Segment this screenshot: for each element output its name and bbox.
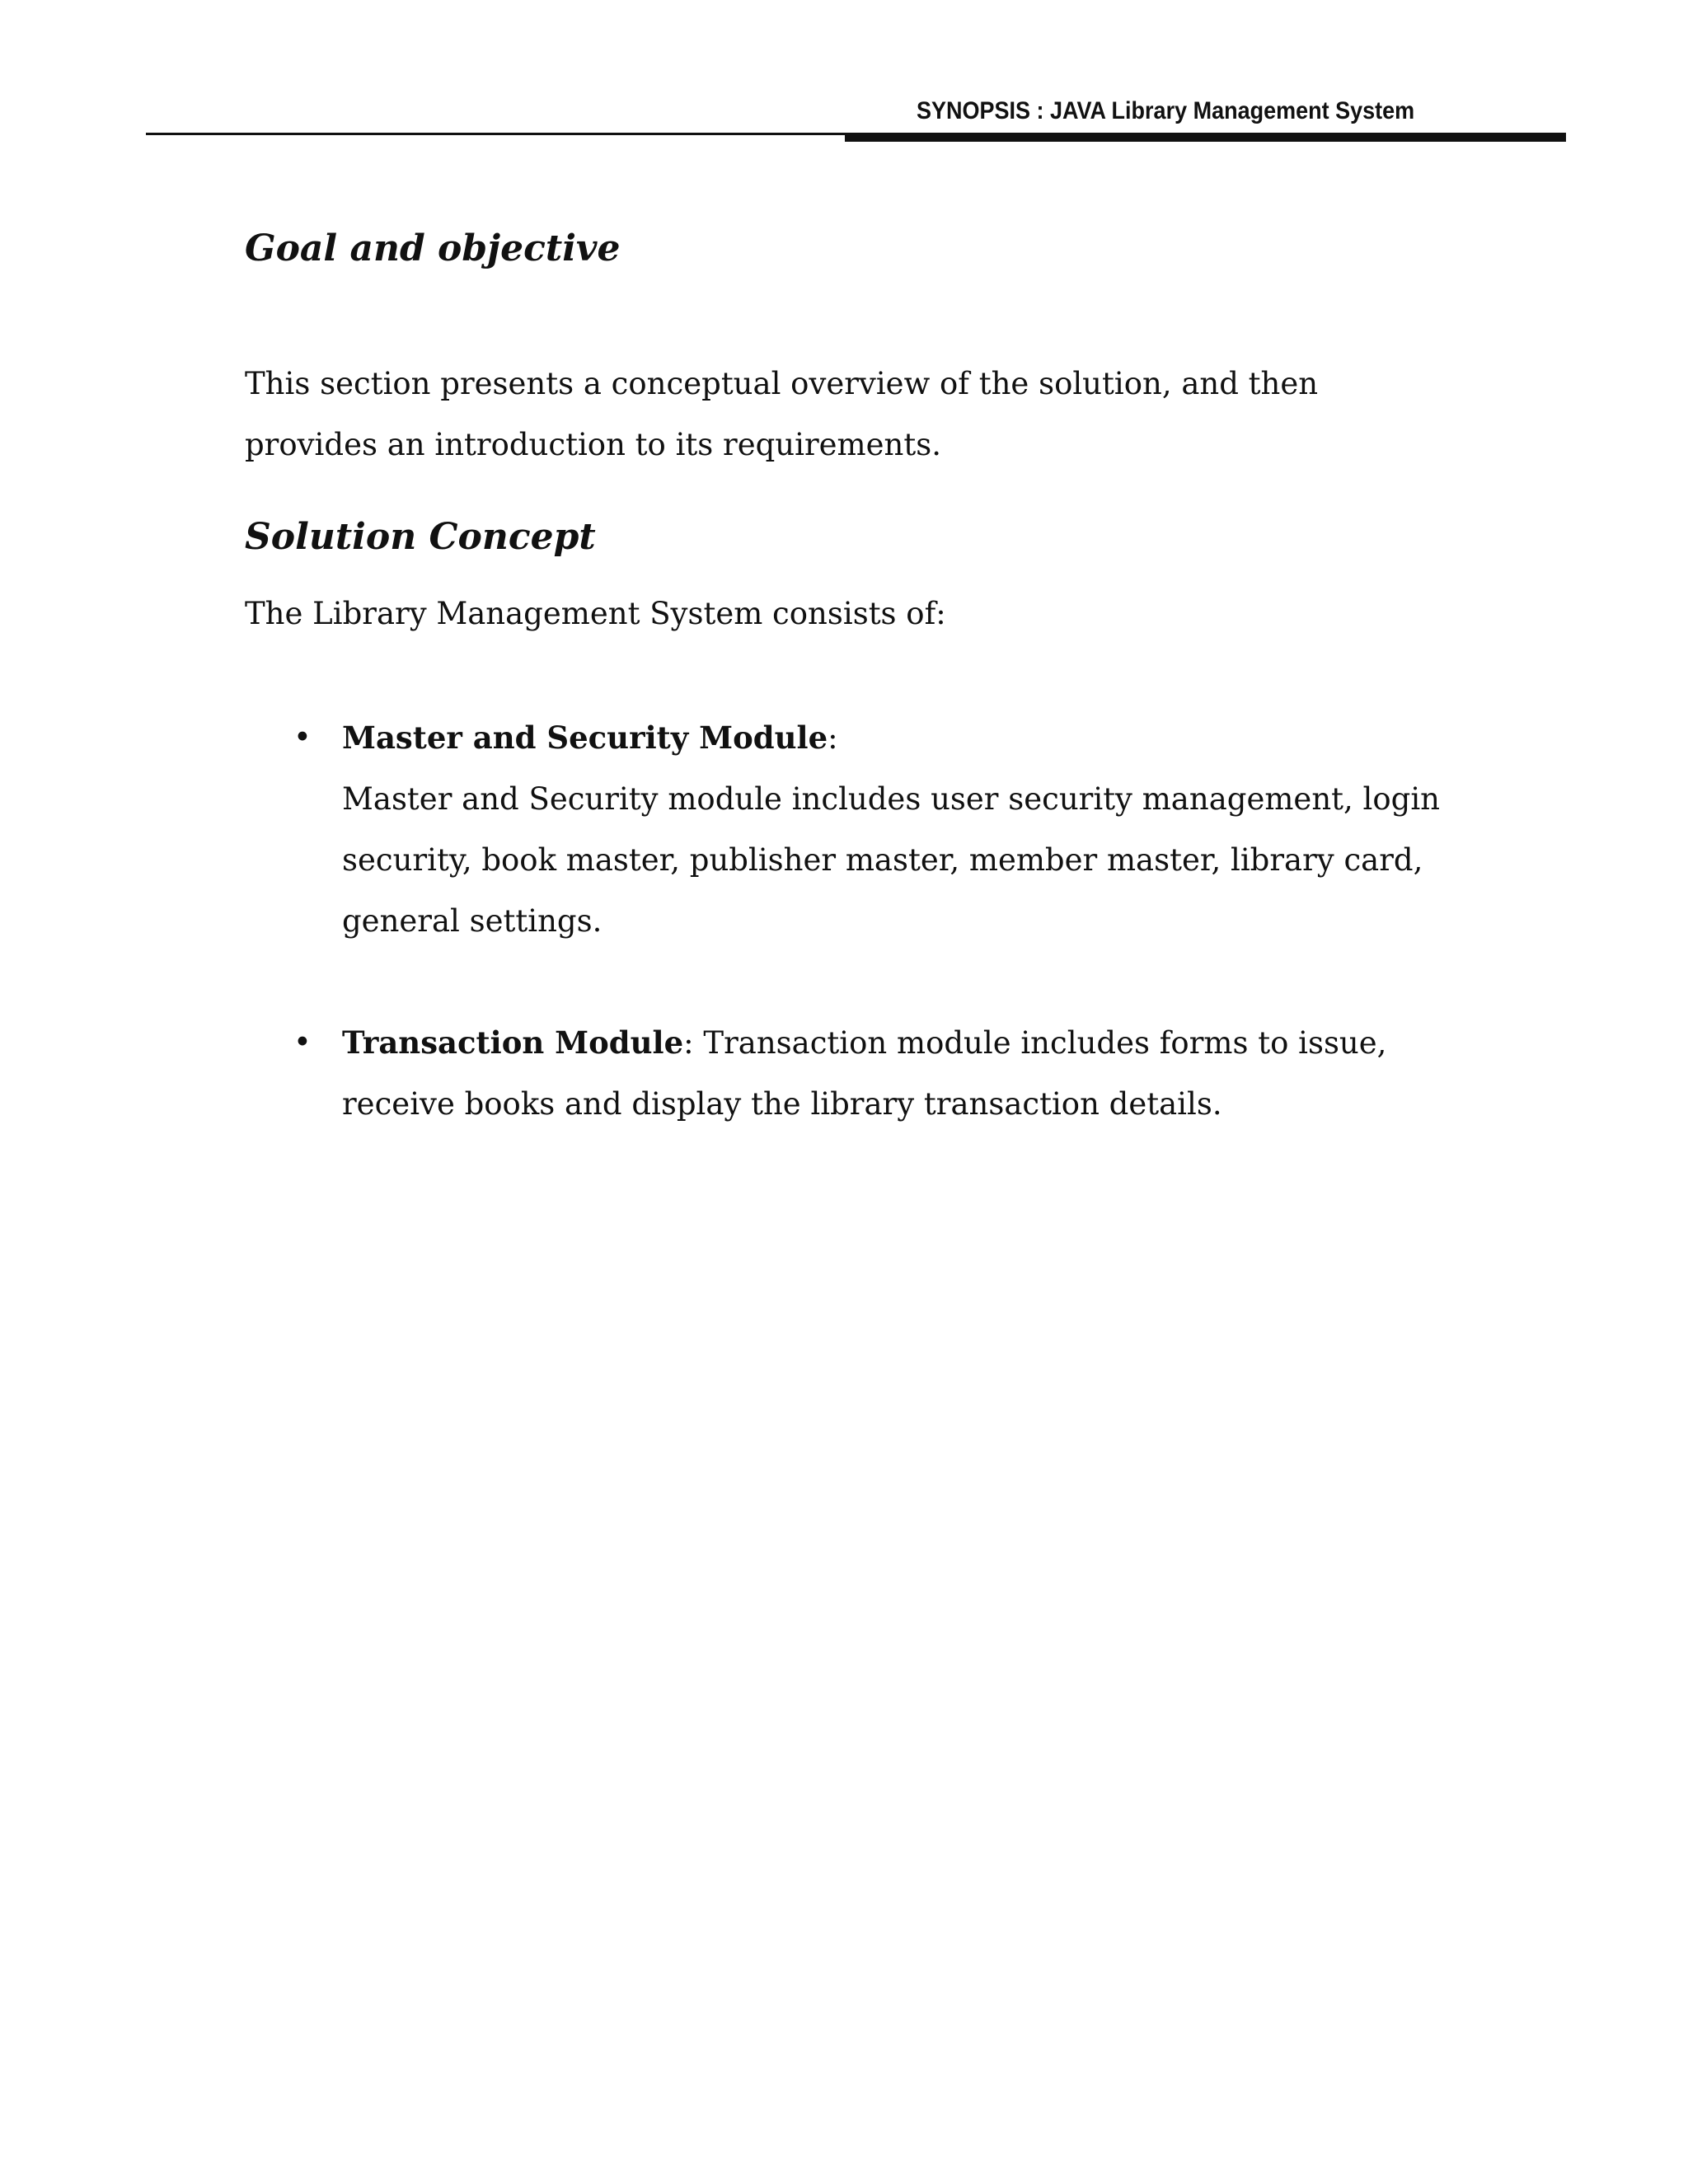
module-separator: : xyxy=(683,1025,704,1061)
solution-intro: The Library Management System consists of: xyxy=(245,596,946,631)
solution-heading: Solution Concept xyxy=(245,516,596,558)
module-text xyxy=(342,707,1471,952)
goal-paragraph: This section presents a conceptual overview of the solution, and then provides an introduction to its requirements. xyxy=(245,366,1319,462)
module-separator: : xyxy=(828,720,838,756)
header-title: SYNOPSIS : JAVA Library Management System xyxy=(917,97,1415,124)
module-text xyxy=(342,1012,1471,1135)
module-description: Master and Security module includes user security management, login security, book master, publisher master, member master, library card, general settings. xyxy=(342,781,1440,939)
header-rule-thick xyxy=(845,134,1566,142)
module-description: Transaction module includes forms to issue, receive books and display the library transaction details. xyxy=(342,1025,1387,1122)
module-name: Master and Security Module xyxy=(342,719,828,756)
bullet-icon: • xyxy=(293,1024,312,1060)
module-name: Transaction Module xyxy=(342,1024,684,1061)
goal-heading: Goal and objective xyxy=(245,227,621,269)
bullet-icon: • xyxy=(293,719,312,755)
